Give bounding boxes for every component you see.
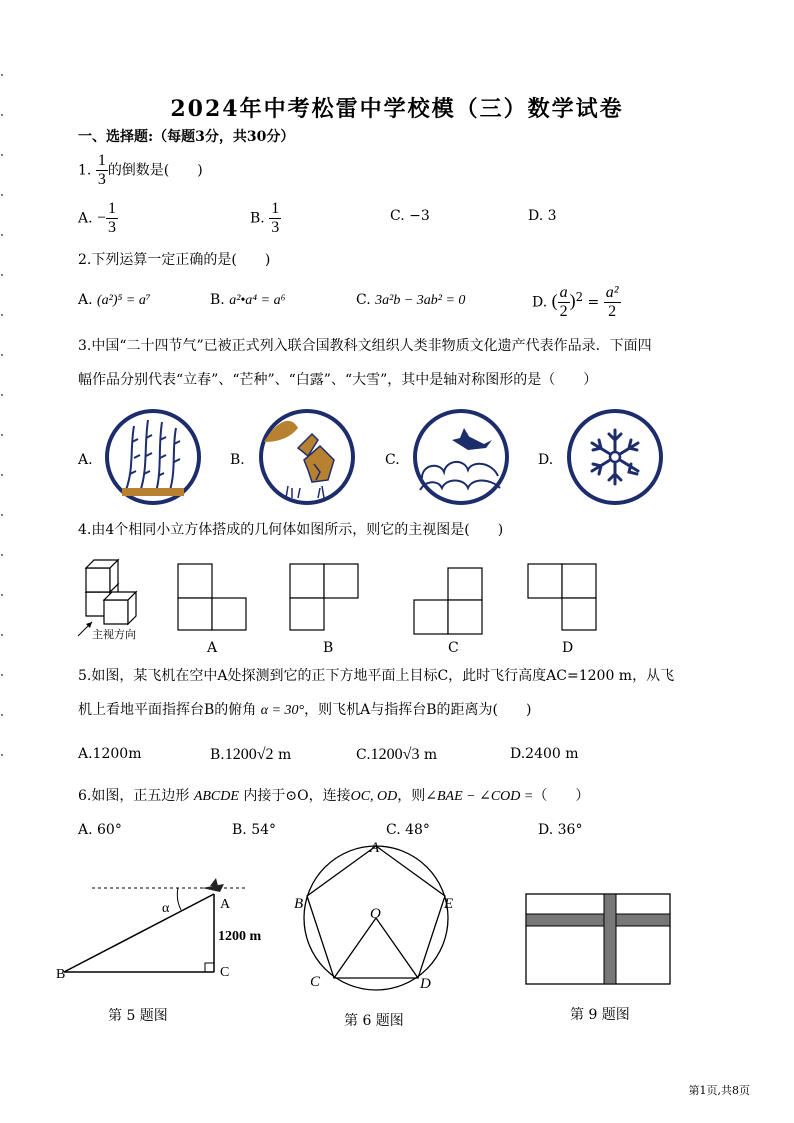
q1-frac-den: 3 <box>97 171 106 188</box>
q5-option-a: A.1200m <box>78 746 142 762</box>
fig5-label-c: C <box>220 965 230 980</box>
q4-label-a: A <box>207 640 218 656</box>
fig6-line-oc <box>334 918 376 978</box>
fig6-label-c: C <box>310 974 321 990</box>
q6-text-c: ，则 <box>397 788 426 804</box>
q4-option-b-figure <box>288 562 360 632</box>
q3-label-a: A. <box>78 452 93 468</box>
q4-label-c: C <box>448 640 459 656</box>
figure-6-pentagon-circle <box>290 838 470 998</box>
figure-5-caption: 第 5 题图 <box>108 1008 168 1024</box>
q1-a-num: 1 <box>108 200 117 217</box>
fig5-line-ab <box>64 894 214 972</box>
q1-b-label: B. <box>250 210 265 227</box>
fig6-label-a: A <box>370 840 380 856</box>
q1-option-c: C. −3 <box>390 208 430 224</box>
q4-option-d-figure <box>526 562 598 632</box>
q2-option-a <box>78 292 151 309</box>
q2-d-base-den: 2 <box>559 303 568 320</box>
q4-option-c-figure <box>412 566 484 636</box>
q2-d-label: D. <box>532 294 548 311</box>
q5-c-label: C. <box>356 747 371 763</box>
q5-angle: α = 30° <box>260 703 305 718</box>
q4-option-a-figure <box>176 562 248 632</box>
q4-label-b: B <box>323 640 334 656</box>
q5-text-a: 机上看地平面指挥台B的俯角 <box>78 702 257 718</box>
q1-option-b <box>250 200 281 237</box>
question-6 <box>78 786 589 807</box>
fig6-label-b: B <box>294 896 304 912</box>
q3-image-grain-in-ear <box>258 408 356 506</box>
q2-d-rhs <box>604 284 621 321</box>
q5-option-d: D.2400 m <box>510 746 579 762</box>
fig5-right-angle <box>205 963 214 972</box>
q4-view-direction-label: 主视方向 <box>92 628 136 641</box>
q2-d-rparen: ) <box>569 290 576 311</box>
page-footer: 第1页,共8页 <box>688 1084 750 1097</box>
q2-c-label: C. <box>356 292 371 308</box>
figure-5-airplane-triangle <box>52 870 282 985</box>
q2-d-base <box>558 284 570 321</box>
q6-text-b: 内接于⊙O，连接 <box>243 788 351 804</box>
fig9-horizontal-strip <box>526 914 670 926</box>
q5-text-b: ，则飞机A与指挥台B的距离为( ) <box>304 702 532 718</box>
q5-option-c <box>356 746 437 764</box>
q1-text: 的倒数是( ) <box>107 162 203 179</box>
q6-option-c: C. 48° <box>386 822 430 838</box>
q2-d-rhs-num: a² <box>605 284 619 301</box>
q5-b-label: B. <box>210 747 225 763</box>
question-5-line2 <box>78 700 531 721</box>
fig5-label-a: A <box>220 897 231 912</box>
q2-a-label: A. <box>78 292 93 308</box>
q3-label-c: C. <box>385 452 400 468</box>
q5-b-unit: m <box>277 747 292 763</box>
q1-a-sign: − <box>97 209 107 227</box>
fig6-line-od <box>376 918 418 978</box>
q1-b-den: 3 <box>271 219 280 236</box>
fig9-vertical-strip <box>604 894 616 984</box>
q1-option-a <box>78 200 118 237</box>
q6-text-d: （ ） <box>533 788 590 804</box>
question-4: 4.由4个相同小立方体搭成的几何体如图所示，则它的主视图是( ) <box>78 522 504 538</box>
q3-image-spring-willow <box>104 408 202 506</box>
q2-c-expr: 3a²b − 3ab² = 0 <box>375 293 466 308</box>
q6-option-b: B. 54° <box>232 822 277 838</box>
q2-a-expr: (a²)⁵ = a⁷ <box>97 293 151 308</box>
q6-expression: ∠BAE − ∠COD = <box>425 789 534 804</box>
fig6-label-d: D <box>420 976 431 992</box>
q1-a-fraction <box>106 200 118 237</box>
q2-option-d <box>532 284 621 321</box>
fig5-alpha-label: α <box>162 901 170 916</box>
q6-option-d: D. 36° <box>538 822 583 838</box>
q5-c-unit: m <box>423 747 438 763</box>
fig6-label-o: O <box>370 906 381 922</box>
q3-image-white-dew <box>412 408 510 506</box>
q6-option-a: A. 60° <box>78 822 122 838</box>
q1-fraction <box>96 152 108 189</box>
q6-shape: ABCDE <box>193 789 239 804</box>
q4-label-d: D <box>562 640 574 656</box>
q1-a-label: A. <box>78 210 93 227</box>
fig5-label-b: B <box>56 967 66 982</box>
question-3-line2: 幅作品分别代表“立春”、“芒种”、“白露”、“大雪”，其中是轴对称图形的是（ ） <box>78 372 598 388</box>
q2-d-eq: = <box>587 294 600 311</box>
fig9-outer-rect <box>526 894 670 984</box>
question-3-line1: 3.中国“二十四节气”已被正式列入联合国教科文组织人类非物质文化遗产代表作品录．下面四 <box>78 338 652 354</box>
q3-label-b: B. <box>230 452 245 468</box>
q1-b-num: 1 <box>271 200 280 217</box>
q2-d-exp: 2 <box>575 289 584 304</box>
margin-dots-svg <box>0 70 6 1070</box>
q2-d-lparen: ( <box>551 290 558 311</box>
q1-b-fraction <box>269 200 281 237</box>
q5-option-b <box>210 746 291 764</box>
q1-frac-num: 1 <box>97 152 106 169</box>
binding-margin-dots <box>0 70 6 1070</box>
q1-number: 1. <box>78 162 92 179</box>
q5-b-value: 1200√2 <box>224 746 274 763</box>
q2-b-label: B. <box>210 292 225 308</box>
q5-c-value: 1200√3 <box>370 746 420 763</box>
q2-b-expr: a²•a⁴ = a⁶ <box>229 293 286 308</box>
q1-option-d: D. 3 <box>528 208 557 224</box>
q3-label-d: D. <box>538 452 554 468</box>
page-title: 2024年中考松雷中学校模（三）数学试卷 <box>170 96 624 122</box>
figure-9-caption: 第 9 题图 <box>570 1007 630 1023</box>
section-heading: 一、选择题:（每题3分，共30分） <box>78 129 295 145</box>
question-2: 2.下列运算一定正确的是( ) <box>78 252 271 268</box>
figure-9-rectangle-strips <box>524 892 672 986</box>
q2-option-b <box>210 292 285 309</box>
fig5-angle-arc <box>177 888 181 910</box>
q6-text-a: 6.如图，正五边形 <box>78 788 190 804</box>
q2-d-rhs-den: 2 <box>608 303 617 320</box>
figure-6-caption: 第 6 题图 <box>344 1013 404 1029</box>
fig6-label-e: E <box>444 896 454 912</box>
q1-a-den: 3 <box>108 219 117 236</box>
q6-segments: OC, OD <box>350 789 398 804</box>
q2-option-c <box>356 292 465 309</box>
question-1 <box>78 152 203 189</box>
question-5-line1: 5.如图，某飞机在空中A处探测到它的正下方地平面上目标C，此时飞行高度AC=1200 m，从飞 <box>78 668 675 684</box>
q2-d-base-num: a <box>559 284 568 301</box>
q3-image-heavy-snow <box>566 408 664 506</box>
airplane-icon <box>202 878 224 892</box>
fig5-height-label: 1200 m <box>218 929 262 944</box>
